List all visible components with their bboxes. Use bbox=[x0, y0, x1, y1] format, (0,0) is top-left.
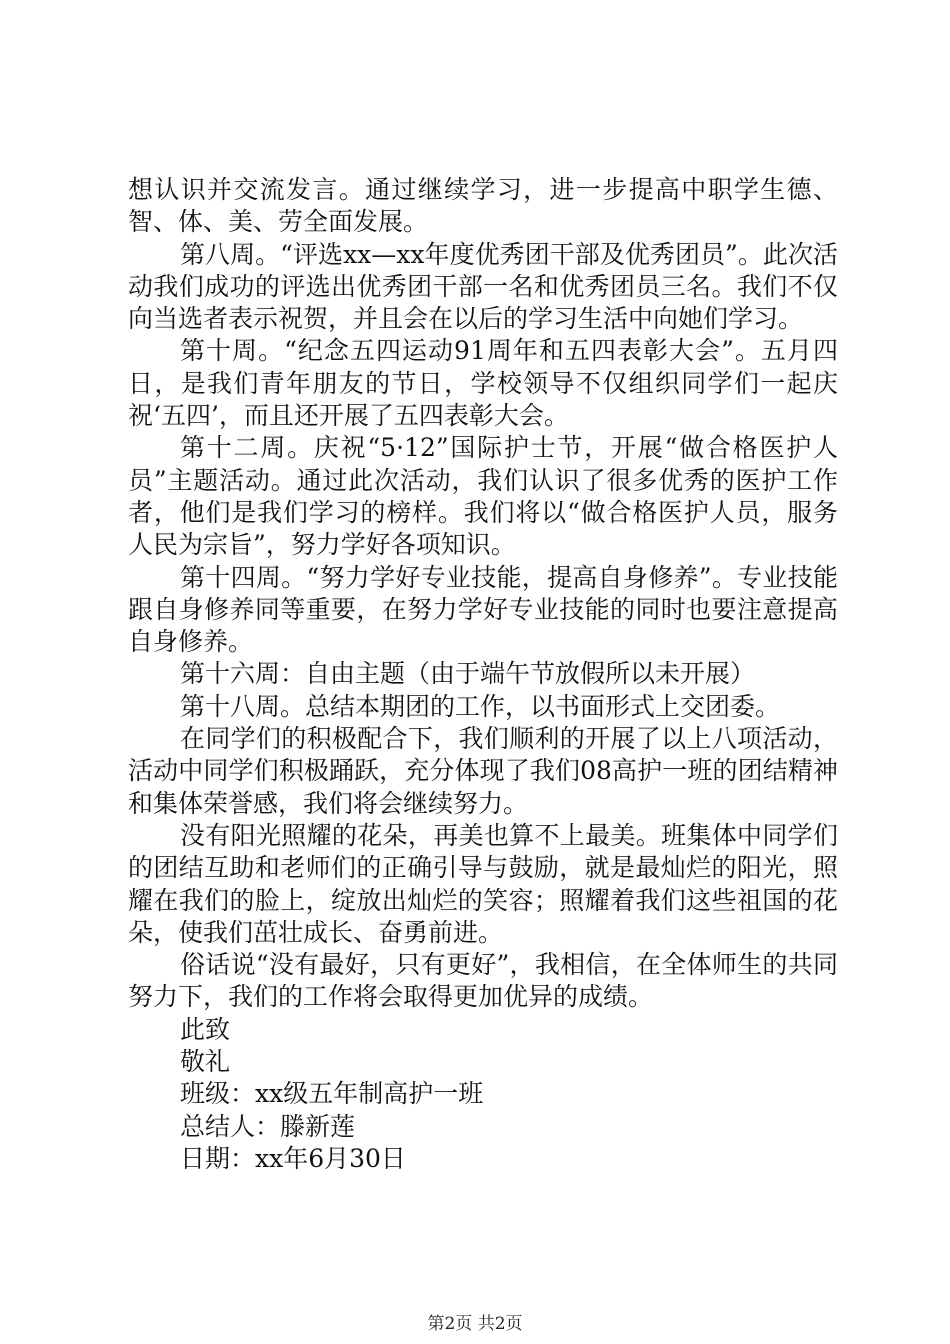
paragraph-conclusion: 俗话说“没有最好，只有更好”，我相信，在全体师生的共同努力下，我们的工作将会取得更加优异的成绩。 bbox=[128, 950, 838, 1012]
paragraph-week-18: 第十八周。总结本期团的工作，以书面形式上交团委。 bbox=[180, 691, 781, 721]
paragraph-week-10: 第十周。“纪念五四运动91周年和五四表彰大会”。五月四日，是我们青年朋友的节日，学校领导不仅组织同学们一起庆祝‘五四’，而且还开展了五四表彰大会。 bbox=[128, 336, 838, 431]
paragraph-summary: 在同学们的积极配合下，我们顺利的开展了以上八项活动，活动中同学们积极踊跃，充分体现了我们08高护一班的团结精神和集体荣誉感，我们将会继续努力。 bbox=[128, 724, 838, 818]
closing-class: 班级：xx级五年制高护一班 bbox=[180, 1079, 484, 1109]
closing-author: 总结人：滕新莲 bbox=[180, 1111, 356, 1141]
paragraph-week-8: 第八周。“评选xx—xx年度优秀团干部及优秀团员”。此次活动我们成功的评选出优秀团干部一名和优秀团员三名。我们不仅向当选者表示祝贺，并且会在以后的学习生活中向她们学习。 bbox=[128, 239, 838, 334]
closing-date: 日期：xx年6月30日 bbox=[180, 1143, 406, 1173]
paragraph-week-12: 第十二周。庆祝“5·12”国际护士节，开展“做合格医护人员”主题活动。通过此次活动，我们认识了很多优秀的医护工作者，他们是我们学习的榜样。我们将以“做合格医护人员，服务人民为宗旨”，努力学好各项知识。 bbox=[128, 433, 838, 560]
document-body bbox=[128, 174, 838, 1175]
page-footer: 第2页 共2页 bbox=[427, 1314, 523, 1334]
paragraph-week-16: 第十六周：自由主题（由于端午节放假所以未开展） bbox=[180, 659, 756, 689]
closing-salutation: 此致 bbox=[180, 1014, 231, 1044]
paragraph-continuation: 想认识并交流发言。通过继续学习，进一步提高中职学生德、智、体、美、劳全面发展。 bbox=[128, 175, 838, 237]
paragraph-sunshine: 没有阳光照耀的花朵，再美也算不上最美。班集体中同学们的团结互助和老师们的正确引导与鼓励，就是最灿烂的阳光，照耀在我们的脸上，绽放出灿烂的笑容；照耀着我们这些祖国的花朵，使我们茁壮成长、奋勇前进。 bbox=[128, 820, 838, 947]
paragraph-week-14: 第十四周。“努力学好专业技能，提高自身修养”。专业技能跟自身修养同等重要，在努力学好专业技能的同时也要注意提高自身修养。 bbox=[128, 562, 838, 657]
closing-regards: 敬礼 bbox=[180, 1047, 231, 1077]
